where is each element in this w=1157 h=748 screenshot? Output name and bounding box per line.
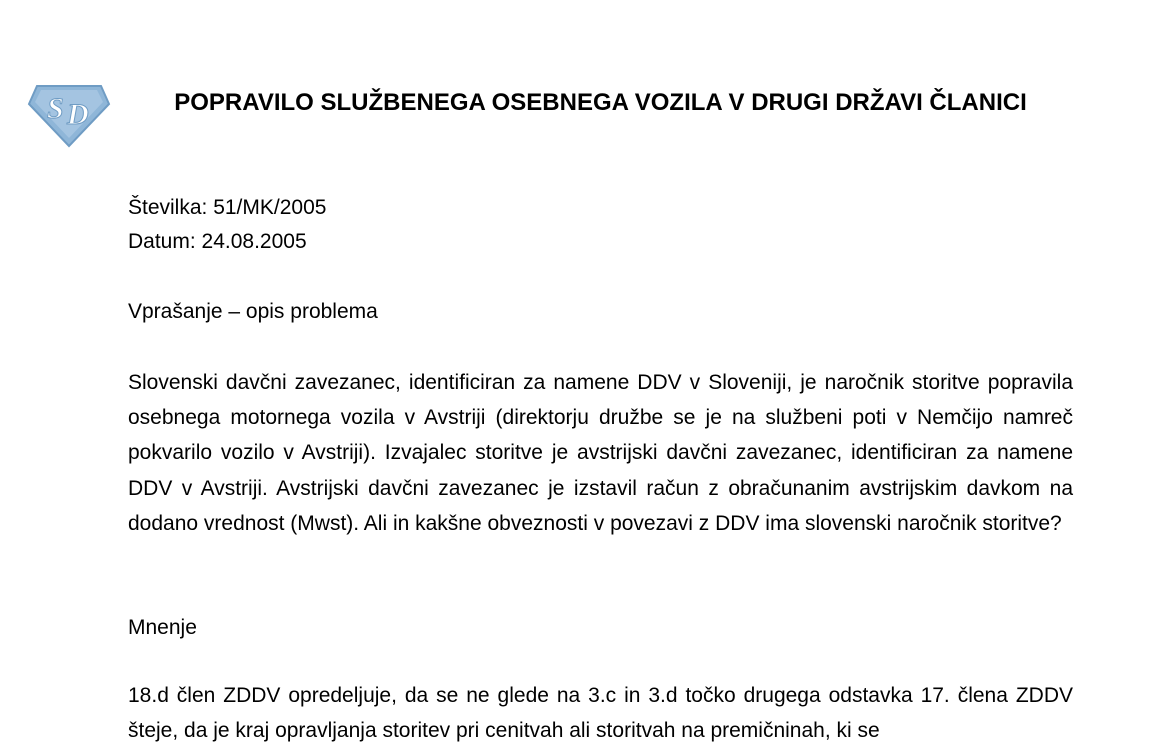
svg-text:S: S [47, 92, 64, 125]
opinion-body: 18.d člen ZDDV opredeljuje, da se ne glede na 3.c in 3.d točko drugega odstavka 17. člena ZDDV šteje, da je kraj opravljanja storitev pri cenitvah ali storitvah na premičninah, ki se [128, 684, 1073, 743]
question-body: Slovenski davčni zavezanec, identificiran za namene DDV v Sloveniji, je naročnik storitve popravila osebnega motornega vozila v Avstriji (direktorju družbe se je na službeni poti v Nemčijo namreč pokvarilo vozilo v Avstriji). Izvajalec storitve je avstrijski davčni zavezanec, identificiran za namene DDV v Avstriji. Avstrijski davčni zavezanec je izstavil račun z obračunanim avstrijskim davkom na dodano vrednost (Mwst). Ali in kakšne obveznosti v povezavi z DDV ima slovenski naročnik storitve? [128, 371, 1073, 535]
document-number: Številka: 51/MK/2005 [128, 196, 327, 219]
document-date: Datum: 24.08.2005 [128, 230, 307, 253]
question-heading: Vprašanje – opis problema [128, 300, 378, 323]
company-logo-icon [27, 78, 111, 148]
svg-text:D: D [67, 98, 89, 131]
opinion-heading: Mnenje [128, 616, 197, 639]
document-title: POPRAVILO SLUŽBENEGA OSEBNEGA VOZILA V DRUGI DRŽAVI ČLANICI [174, 89, 1027, 116]
